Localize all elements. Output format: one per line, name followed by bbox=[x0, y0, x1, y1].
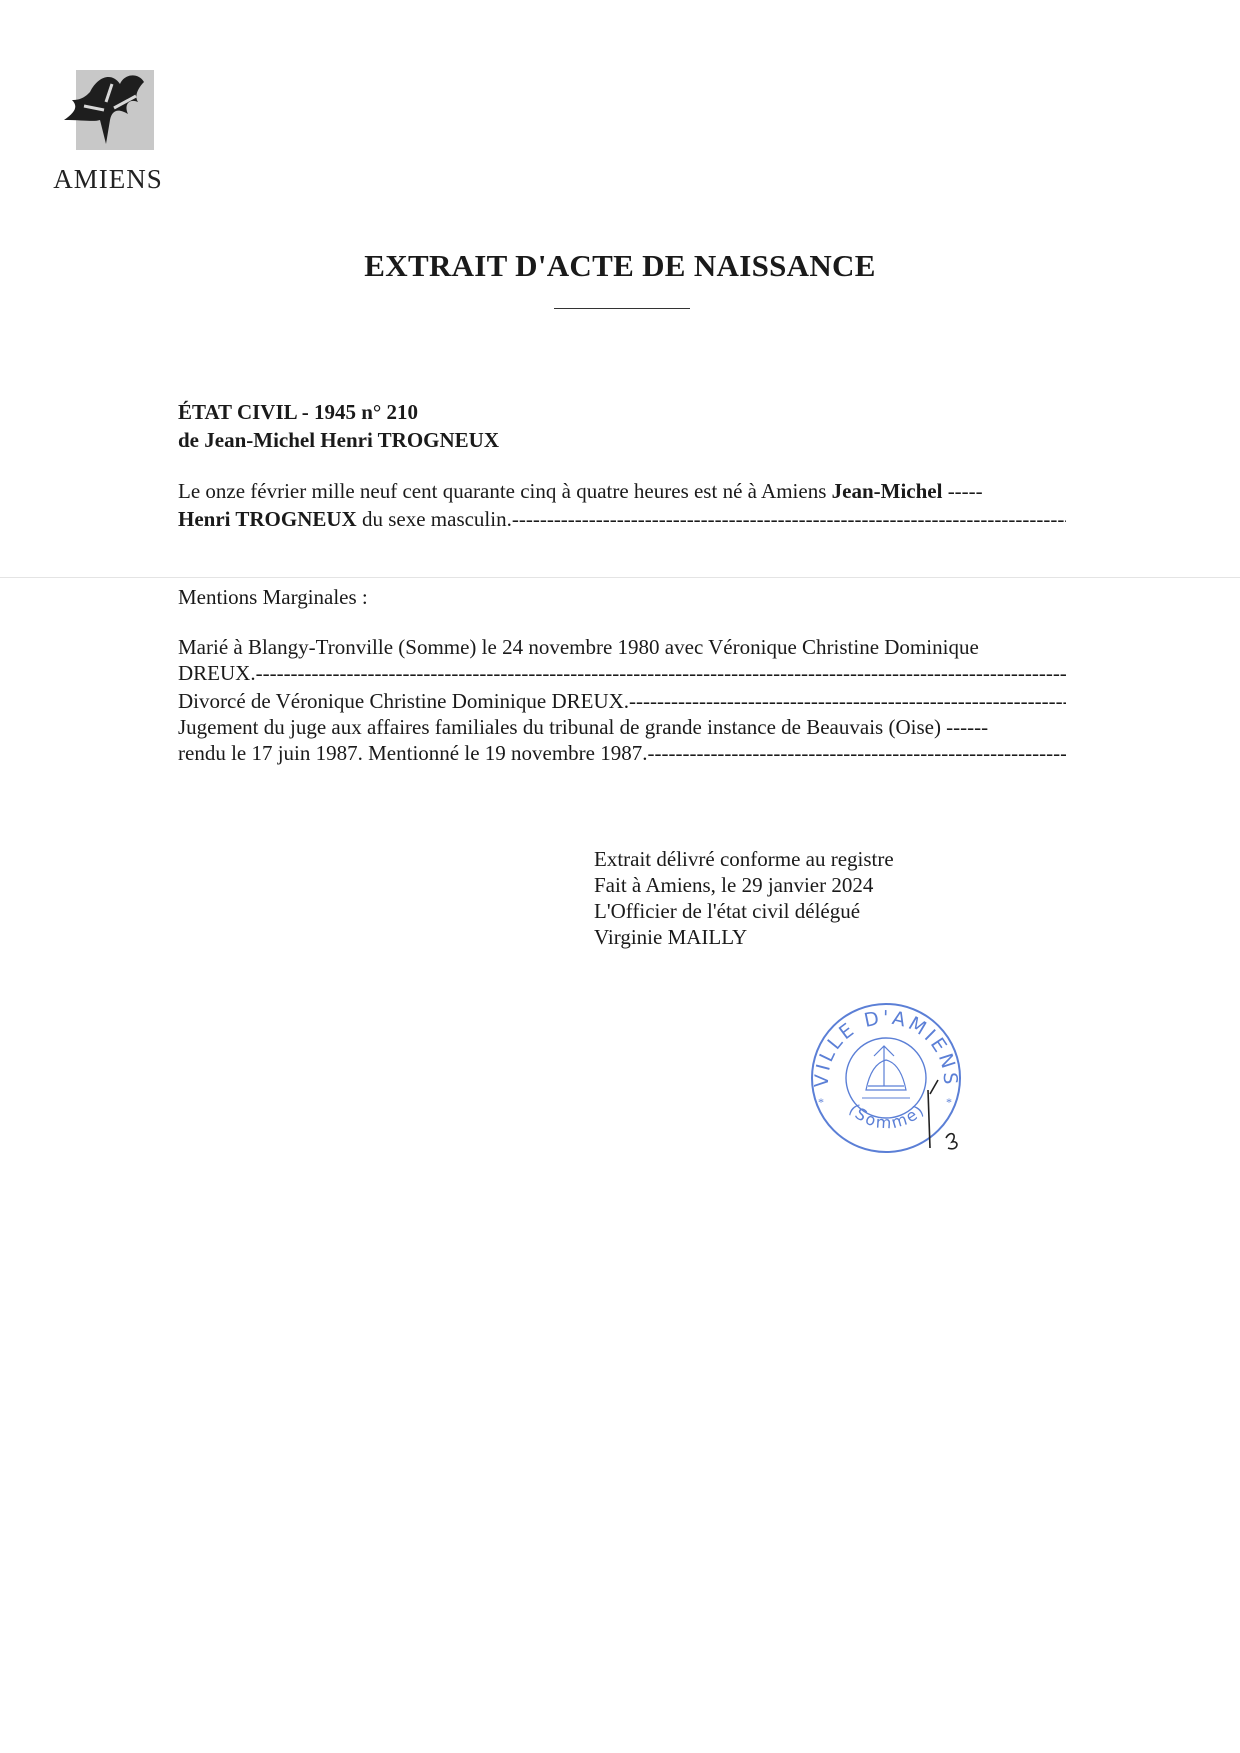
mention-marriage-continued: DREUX. ----- bbox=[178, 660, 1066, 686]
amiens-logo-text: AMIENS bbox=[53, 164, 163, 194]
birth-statement-line-2: Henri TROGNEUX du sexe masculin. ----- bbox=[178, 506, 1066, 532]
amiens-logo bbox=[48, 62, 168, 197]
mention-marriage-line: Marié à Blangy-Tronville (Somme) le 24 novembre 1980 avec Véronique Christine Dominique bbox=[178, 635, 979, 659]
mention-judgement-line: Jugement du juge aux affaires familiales du tribunal de grande instance de Beauvais (Oise) ------ bbox=[178, 715, 989, 739]
title-underline bbox=[554, 308, 690, 309]
stamp-top-text: VILLE D'AMIENS bbox=[810, 1006, 962, 1088]
record-subject: de Jean-Michel Henri TROGNEUX bbox=[178, 428, 500, 452]
certification-statement: Extrait délivré conforme au registre bbox=[594, 847, 894, 871]
officer-title: L'Officier de l'état civil délégué bbox=[594, 899, 861, 923]
birth-statement-line-1: Le onze février mille neuf cent quarante cinq à quatre heures est né à Amiens Jean-Michel ----- bbox=[178, 479, 983, 503]
mention-judgement-date-line: rendu le 17 juin 1987. Mentionné le 19 novembre 1987. ----- bbox=[178, 740, 1066, 766]
stamp-bottom-text: (Somme) bbox=[845, 1099, 929, 1133]
document-title: EXTRAIT D'ACTE DE NAISSANCE bbox=[364, 248, 876, 283]
officer-name: Virginie MAILLY bbox=[594, 925, 748, 949]
svg-text:(Somme) bbox=[845, 1100, 929, 1133]
handwritten-signature bbox=[928, 1080, 957, 1149]
amiens-leaf-logo-icon bbox=[54, 62, 162, 162]
issue-place-date: Fait à Amiens, le 29 janvier 2024 bbox=[594, 873, 874, 897]
svg-text:*: * bbox=[818, 1095, 824, 1109]
scan-artifact-line bbox=[0, 577, 1240, 578]
svg-text:*: * bbox=[946, 1095, 952, 1109]
mention-divorce-line: Divorcé de Véronique Christine Dominique DREUX. ----- bbox=[178, 688, 1066, 714]
city-seal-icon bbox=[798, 990, 968, 1160]
official-stamp bbox=[798, 990, 968, 1160]
record-number: ÉTAT CIVIL - 1945 n° 210 bbox=[178, 400, 419, 424]
marginal-mentions-label: Mentions Marginales : bbox=[178, 585, 368, 609]
